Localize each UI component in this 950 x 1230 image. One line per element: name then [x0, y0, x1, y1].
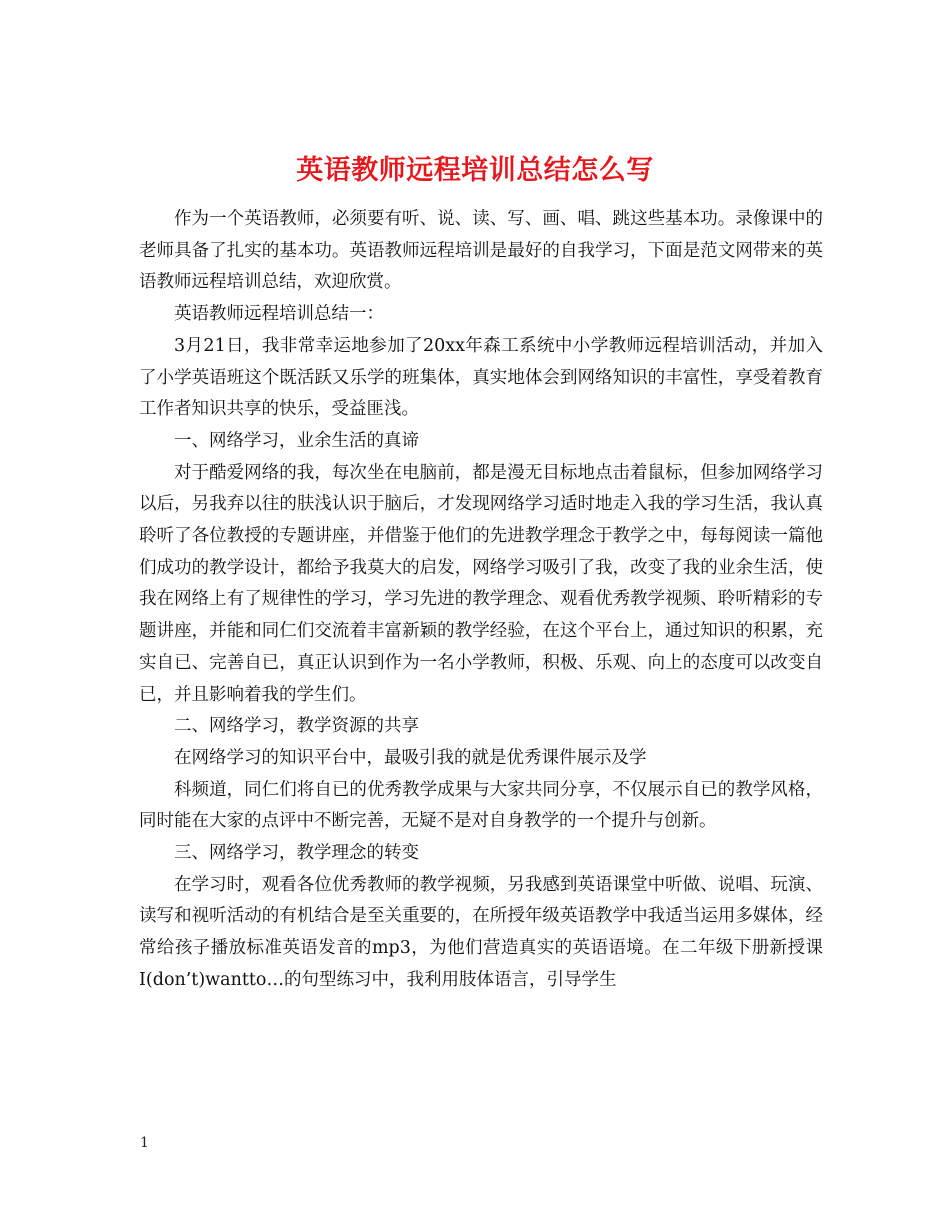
section-heading-summary-one: 英语教师远程培训总结一：	[174, 304, 384, 325]
document-body	[139, 204, 823, 997]
section-heading-two: 二、网络学习，教学资源的共享	[174, 716, 419, 737]
section-heading-three: 三、网络学习，教学理念的转变	[174, 843, 419, 864]
paragraph-platform: 在网络学习的知识平台中，最吸引我的就是优秀课件展示及学	[174, 747, 647, 768]
page-number: 1	[140, 1135, 149, 1151]
paragraph-training-intro: 3月21日，我非常幸运地参加了20xx年森工系统中小学教师远程培训活动，并加入了小学英语班这个既活跃又乐学的班集体，真实地体会到网络知识的丰富性，享受着教育工作者知识共享的快乐，受益匪浅。	[139, 335, 823, 420]
paragraph-sharing: 科频道，同仁们将自已的优秀教学成果与大家共同分享，不仅展示自已的教学风格，同时能在大家的点评中不断完善，无疑不是对自身教学的一个提升与创新。	[139, 779, 823, 832]
paragraph-network-learning: 对于酷爱网络的我，每次坐在电脑前，都是漫无目标地点击着鼠标，但参加网络学习以后，另我弃以往的肤浅认识于脑后，才发现网络学习适时地走入我的学习生活，我认真聆听了各位教授的专题讲座，并借鉴于他们的先进教学理念于教学之中，每每阅读一篇他们成功的教学设计，都给予我莫大的启发，网络学习吸引了我，改变了我的业余生活，使我在网络上有了规律性的学习，学习先进的教学理念、观看优秀教学视频、聆听精彩的专题讲座，并能和同仁们交流着丰富新颖的教学经验，在这个平台上，通过知识的积累，充实自已、完善自已，真正认识到作为一名小学教师，积极、乐观、向上的态度可以改变自已，并且影响着我的学生们。	[139, 462, 823, 705]
paragraph-teaching-concept: 在学习时，观看各位优秀教师的教学视频，另我感到英语课堂中听做、说唱、玩演、读写和视听活动的有机结合是至关重要的，在所授年级英语教学中我适当运用多媒体，经常给孩子播放标准英语发音的mp3，为他们营造真实的英语语境。在二年级下册新授课I(don’t)wantto…的句型练习中，我利用肢体语言，引导学生	[139, 874, 823, 990]
document-title: 英语教师远程培训总结怎么写	[296, 155, 654, 187]
section-heading-one: 一、网络学习，业余生活的真谛	[174, 430, 419, 451]
paragraph-intro: 作为一个英语教师，必须要有听、说、读、写、画、唱、跳这些基本功。录像课中的老师具备了扎实的基本功。英语教师远程培训是最好的自我学习，下面是范文网带来的英语教师远程培训总结，欢迎欣赏。	[139, 209, 823, 293]
